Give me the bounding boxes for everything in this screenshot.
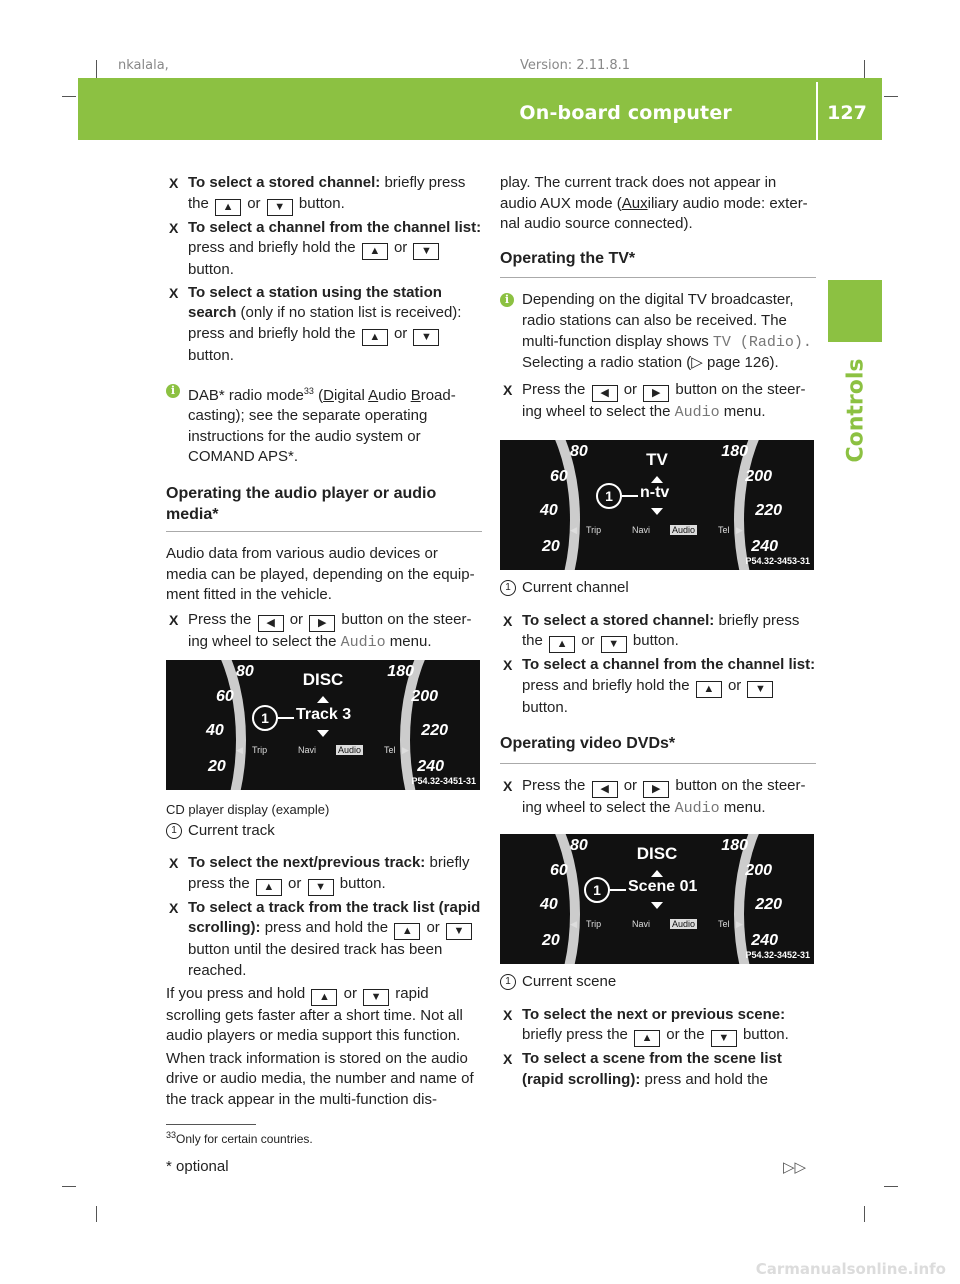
heading-tv: Operating the TV*	[500, 249, 816, 279]
step-track-list: X To select a track from the track list (rapid scrolling): press and hold the ▲ or ▼ button until the desired track has been reached.	[169, 898, 481, 979]
down-button-icon: ▼	[413, 329, 439, 346]
info-dab: i DAB* radio mode$^{33}$ (Digital Audio Broad-casting); see the separate operating instructions for the audio system or COMAND APS*.	[166, 381, 482, 468]
left-button-icon: ◀	[592, 781, 618, 798]
right-column	[500, 173, 816, 423]
right-column-lower	[500, 972, 816, 1090]
image-reference: P54.32-3452-31	[745, 950, 810, 960]
paragraph-audio-data: Audio data from various audio devices or media can be played, depending on the equip-ment fitted in the vehicle.	[166, 545, 475, 604]
meta-author: nkalala,	[118, 58, 169, 73]
callout-marker: 1	[596, 483, 622, 509]
callout-marker: 1	[584, 877, 610, 903]
step-next-scene: X To select the next or previous scene: briefly press the ▲ or the ▼ button.	[500, 1005, 816, 1048]
step-select-audio-menu-tv: X Press the ◀ or ▶ button on the steer-ing wheel to select the Audio menu.	[503, 380, 806, 421]
up-button-icon: ▲	[634, 1030, 660, 1047]
current-channel: n-tv	[640, 484, 670, 501]
right-button-icon: ▶	[643, 385, 669, 402]
step-next-track: X To select the next/previous track: briefly press the ▲ or ▼ button.	[166, 853, 482, 896]
step-channel-list-tv: X To select a channel from the channel list: press and briefly hold the ▲ or ▼ button.	[503, 656, 816, 716]
step-stored-channel-tv: X To select a stored channel: briefly press the ▲ or ▼ button.	[500, 611, 816, 654]
up-button-icon: ▲	[215, 199, 241, 216]
up-button-icon: ▲	[394, 923, 420, 940]
down-button-icon: ▼	[711, 1030, 737, 1047]
up-button-icon: ▲	[362, 329, 388, 346]
up-arrow-icon	[317, 696, 329, 703]
step-select-audio-menu: X Press the ◀ or ▶ button on the steer-ing wheel to select the Audio menu.	[169, 610, 472, 651]
crop-mark	[884, 96, 898, 97]
cd-player-display: 80 60 40 20 180 200 220 240 DISC 1 Track 3 ◀ Trip Navi Audio Tel ▶ P54.32-3451-31	[166, 660, 480, 790]
down-button-icon: ▼	[446, 923, 472, 940]
tv-display: 80 60 40 20 180 200 220 240 TV 1 n-tv ◀ Trip Navi Audio Tel ▶ P54.32-3453-31	[500, 440, 814, 570]
heading-video-dvd: Operating video DVDs*	[500, 734, 816, 764]
down-button-icon: ▼	[363, 989, 389, 1006]
down-button-icon: ▼	[413, 243, 439, 260]
footnote-rule	[166, 1124, 256, 1125]
page-header	[78, 78, 882, 140]
crop-mark	[864, 60, 865, 78]
display-title: DISC	[302, 670, 344, 689]
display-title: DISC	[636, 844, 678, 863]
down-button-icon: ▼	[601, 636, 627, 653]
down-arrow-icon	[317, 730, 329, 737]
continued-icon: ▷▷	[783, 1159, 807, 1176]
crop-mark	[864, 1206, 865, 1222]
menu-right-icon: ▶	[736, 919, 743, 929]
info-icon: i	[166, 384, 180, 398]
legend-item: 1 Current channel	[500, 578, 816, 599]
legend-item: 1 Current track	[166, 821, 482, 842]
meta-version: Version: 2.11.8.1	[520, 58, 631, 73]
menu-right-icon: ▶	[736, 525, 743, 535]
down-arrow-icon	[651, 508, 663, 515]
paragraph-rapid-scroll: If you press and hold ▲ or ▼ rapid scrolling gets faster after a short time. Not all audio players or media support this function.	[166, 984, 463, 1045]
down-button-icon: ▼	[747, 681, 773, 698]
header-divider	[816, 82, 818, 140]
left-button-icon: ◀	[258, 615, 284, 632]
footnote: $^{33}$Only for certain countries.	[166, 1130, 313, 1146]
up-arrow-icon	[651, 870, 663, 877]
crop-mark	[62, 1186, 76, 1187]
legend-item: 1 Current scene	[500, 972, 816, 993]
menu-bar: ◀ Trip Navi Audio Tel ▶	[236, 745, 409, 755]
paragraph-aux: play. The current track does not appear in audio AUX mode (Auxiliary audio mode: exter-nal audio source connected).	[500, 174, 808, 233]
left-column	[166, 173, 482, 654]
side-tab-label: Controls	[843, 358, 869, 463]
up-button-icon: ▲	[256, 879, 282, 896]
crop-mark	[62, 96, 76, 97]
down-button-icon: ▼	[308, 879, 334, 896]
side-tab	[825, 350, 885, 480]
dvd-display: 80 60 40 20 180 200 220 240 DISC 1 Scene 01 ◀ Trip Navi Audio Tel ▶ P54.32-3452-31	[500, 834, 814, 964]
step-select-audio-menu-dvd: X Press the ◀ or ▶ button on the steer-ing wheel to select the Audio menu.	[503, 776, 806, 817]
image-reference: P54.32-3453-31	[745, 556, 810, 566]
up-button-icon: ▲	[311, 989, 337, 1006]
up-button-icon: ▲	[362, 243, 388, 260]
left-column-lower	[166, 800, 482, 1111]
display-title: TV	[646, 450, 668, 469]
menu-right-icon: ▶	[402, 745, 409, 755]
step-scene-list: X To select a scene from the scene list (rapid scrolling): press and hold the	[503, 1050, 782, 1088]
section-title: On-board computer	[519, 102, 732, 124]
callout-marker: 1	[252, 705, 278, 731]
up-button-icon: ▲	[696, 681, 722, 698]
up-arrow-icon	[651, 476, 663, 483]
right-button-icon: ▶	[309, 615, 335, 632]
menu-left-icon: ◀	[570, 525, 577, 535]
watermark: Carmanualsonline.info	[755, 1260, 946, 1278]
menu-left-icon: ◀	[236, 745, 243, 755]
optional-note: * optional	[166, 1158, 229, 1175]
menu-left-icon: ◀	[570, 919, 577, 929]
crop-mark	[96, 1206, 97, 1222]
info-tv: i Depending on the digital TV broadcaster, radio stations can also be received. The multi-function display shows TV (Radio). Selecting a radio station (▷ page 126).	[500, 290, 816, 373]
current-track: Track 3	[296, 706, 352, 723]
right-button-icon: ▶	[643, 781, 669, 798]
step-stored-channel: X To select a stored channel: briefly press the ▲ or ▼ button.	[166, 173, 482, 216]
paragraph-track-info: When track information is stored on the audio drive or audio media, the number and name of the track appear in the multi-function dis-	[166, 1049, 474, 1108]
page-ref-arrow-icon: ▷	[691, 354, 703, 372]
step-channel-list: X To select a channel from the channel list: press and briefly hold the ▲ or ▼ button.	[169, 218, 482, 279]
crop-mark	[884, 1186, 898, 1187]
down-arrow-icon	[651, 902, 663, 909]
info-icon: i	[500, 293, 514, 307]
crop-mark	[96, 60, 97, 78]
step-station-search: X To select a station using the station search (only if no station list is received): press and briefly hold the ▲ or ▼ button.	[169, 283, 462, 364]
up-button-icon: ▲	[549, 636, 575, 653]
current-scene: Scene 01	[628, 878, 698, 895]
right-column-middle	[500, 578, 816, 820]
figure-caption: CD player display (example)	[166, 802, 330, 817]
down-button-icon: ▼	[267, 199, 293, 216]
menu-bar: ◀ Trip Navi Audio Tel ▶	[570, 919, 743, 929]
image-reference: P54.32-3451-31	[411, 776, 476, 786]
side-tab-block	[828, 280, 882, 342]
left-button-icon: ◀	[592, 385, 618, 402]
heading-audio-player: Operating the audio player or audio media*	[166, 484, 482, 532]
menu-bar: ◀ Trip Navi Audio Tel ▶	[570, 525, 743, 535]
page-number: 127	[827, 102, 867, 124]
